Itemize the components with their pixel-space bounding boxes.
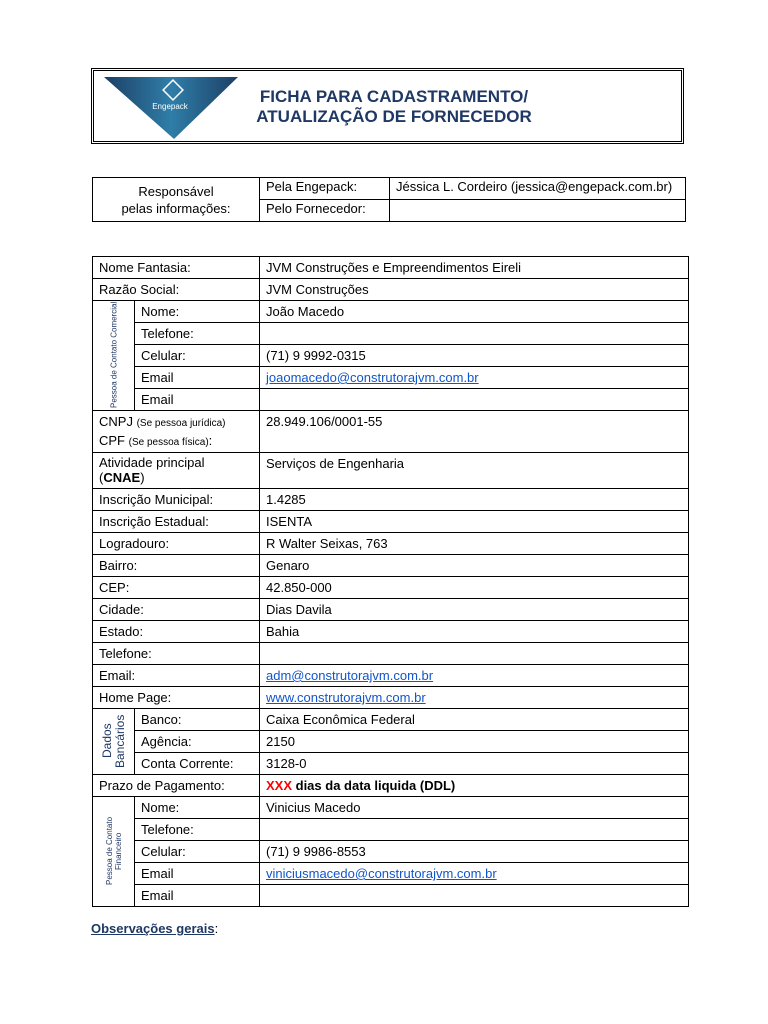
- banco-label: Banco:: [135, 709, 260, 731]
- comercial-celular-label: Celular:: [135, 345, 260, 367]
- table-row: [93, 453, 689, 489]
- table-row: [93, 819, 689, 841]
- table-row: [93, 643, 689, 665]
- estado-value[interactable]: Bahia: [260, 621, 689, 643]
- comercial-telefone-value[interactable]: [260, 323, 689, 345]
- comercial-email2-label: Email: [135, 389, 260, 411]
- email-value[interactable]: [260, 665, 689, 687]
- conta-label: Conta Corrente:: [135, 753, 260, 775]
- email-link[interactable]: adm@construtorajvm.com.br: [266, 668, 434, 683]
- table-row: [93, 665, 689, 687]
- telefone-value[interactable]: [260, 643, 689, 665]
- comercial-email1-value[interactable]: [260, 367, 689, 389]
- inscricao-municipal-label: Inscrição Municipal:: [93, 489, 260, 511]
- financeiro-email1-label: Email: [135, 863, 260, 885]
- prazo-value[interactable]: XXX dias da data liquida (DDL): [260, 775, 689, 797]
- cnpj-value[interactable]: 28.949.106/0001-55: [260, 411, 689, 453]
- engepack-logo: [104, 77, 238, 139]
- table-row: [93, 577, 689, 599]
- atividade-label: Atividade principal (CNAE): [93, 453, 260, 489]
- financeiro-telefone-value[interactable]: [260, 819, 689, 841]
- table-row: [93, 511, 689, 533]
- pela-engepack-value[interactable]: Jéssica L. Cordeiro (jessica@engepack.com.br): [390, 178, 686, 200]
- cnpj-cpf-label: CNPJ (Se pessoa jurídica) CPF (Se pessoa física):: [93, 411, 260, 453]
- inscricao-estadual-label: Inscrição Estadual:: [93, 511, 260, 533]
- comercial-nome-value[interactable]: João Macedo: [260, 301, 689, 323]
- table-row: [93, 345, 689, 367]
- pelo-fornecedor-label: Pelo Fornecedor:: [260, 200, 390, 222]
- pelo-fornecedor-value[interactable]: [390, 200, 686, 222]
- home-page-link[interactable]: www.construtorajvm.com.br: [266, 690, 426, 705]
- table-row: [93, 301, 689, 323]
- page-title: FICHA PARA CADASTRAMENTO/ ATUALIZAÇÃO DE FORNECEDOR: [256, 87, 532, 126]
- conta-value[interactable]: 3128-0: [260, 753, 689, 775]
- nome-fantasia-value[interactable]: JVM Construções e Empreendimentos Eireli: [260, 257, 689, 279]
- table-row: [93, 753, 689, 775]
- table-row: [93, 279, 689, 301]
- razao-social-label: Razão Social:: [93, 279, 260, 301]
- atividade-value[interactable]: Serviços de Engenharia: [260, 453, 689, 489]
- financeiro-nome-value[interactable]: Vinicius Macedo: [260, 797, 689, 819]
- telefone-label: Telefone:: [93, 643, 260, 665]
- prazo-label: Prazo de Pagamento:: [93, 775, 260, 797]
- contato-comercial-group-label: Pessoa de Contato Comercial: [93, 301, 135, 411]
- comercial-telefone-label: Telefone:: [135, 323, 260, 345]
- table-row: [93, 621, 689, 643]
- table-row: [93, 885, 689, 907]
- table-row: [93, 389, 689, 411]
- home-page-value[interactable]: [260, 687, 689, 709]
- table-row: [93, 687, 689, 709]
- observacoes-gerais: Observações gerais:: [91, 921, 219, 936]
- table-row: [93, 257, 689, 279]
- estado-label: Estado:: [93, 621, 260, 643]
- table-row: [93, 775, 689, 797]
- agencia-value[interactable]: 2150: [260, 731, 689, 753]
- table-row: [93, 555, 689, 577]
- svg-text:Engepack: Engepack: [152, 102, 188, 111]
- cidade-label: Cidade:: [93, 599, 260, 621]
- table-row: [93, 533, 689, 555]
- financeiro-email2-value[interactable]: [260, 885, 689, 907]
- table-row: [93, 489, 689, 511]
- table-row: [93, 841, 689, 863]
- razao-social-value[interactable]: JVM Construções: [260, 279, 689, 301]
- comercial-celular-value[interactable]: (71) 9 9992-0315: [260, 345, 689, 367]
- comercial-email1-label: Email: [135, 367, 260, 389]
- financeiro-nome-label: Nome:: [135, 797, 260, 819]
- supplier-form-table: [92, 256, 689, 907]
- email-label: Email:: [93, 665, 260, 687]
- banco-value[interactable]: Caixa Econômica Federal: [260, 709, 689, 731]
- comercial-email2-value[interactable]: [260, 389, 689, 411]
- header-box: [91, 68, 684, 144]
- inscricao-estadual-value[interactable]: ISENTA: [260, 511, 689, 533]
- bairro-label: Bairro:: [93, 555, 260, 577]
- financeiro-email-link[interactable]: viniciusmacedo@construtorajvm.com.br: [266, 866, 497, 881]
- table-row: [93, 367, 689, 389]
- financeiro-email2-label: Email: [135, 885, 260, 907]
- contato-financeiro-group-label: Pessoa de Contato Financeiro: [93, 797, 135, 907]
- table-row: [93, 731, 689, 753]
- pela-engepack-label: Pela Engepack:: [260, 178, 390, 200]
- cep-label: CEP:: [93, 577, 260, 599]
- dados-bancarios-group-label: Dados Bancários: [93, 709, 135, 775]
- financeiro-email1-value[interactable]: [260, 863, 689, 885]
- table-row: [93, 323, 689, 345]
- table-row: [93, 599, 689, 621]
- responsavel-label: Responsável pelas informações:: [93, 178, 260, 222]
- agencia-label: Agência:: [135, 731, 260, 753]
- logradouro-label: Logradouro:: [93, 533, 260, 555]
- cep-value[interactable]: 42.850-000: [260, 577, 689, 599]
- logradouro-value[interactable]: R Walter Seixas, 763: [260, 533, 689, 555]
- table-row: [93, 863, 689, 885]
- inscricao-municipal-value[interactable]: 1.4285: [260, 489, 689, 511]
- table-row: [93, 411, 689, 453]
- table-row: [93, 709, 689, 731]
- financeiro-telefone-label: Telefone:: [135, 819, 260, 841]
- comercial-nome-label: Nome:: [135, 301, 260, 323]
- bairro-value[interactable]: Genaro: [260, 555, 689, 577]
- financeiro-celular-label: Celular:: [135, 841, 260, 863]
- comercial-email-link[interactable]: joaomacedo@construtorajvm.com.br: [266, 370, 479, 385]
- table-row: [93, 797, 689, 819]
- nome-fantasia-label: Nome Fantasia:: [93, 257, 260, 279]
- home-page-label: Home Page:: [93, 687, 260, 709]
- cidade-value[interactable]: Dias Davila: [260, 599, 689, 621]
- responsavel-table: [92, 177, 686, 222]
- financeiro-celular-value[interactable]: (71) 9 9986-8553: [260, 841, 689, 863]
